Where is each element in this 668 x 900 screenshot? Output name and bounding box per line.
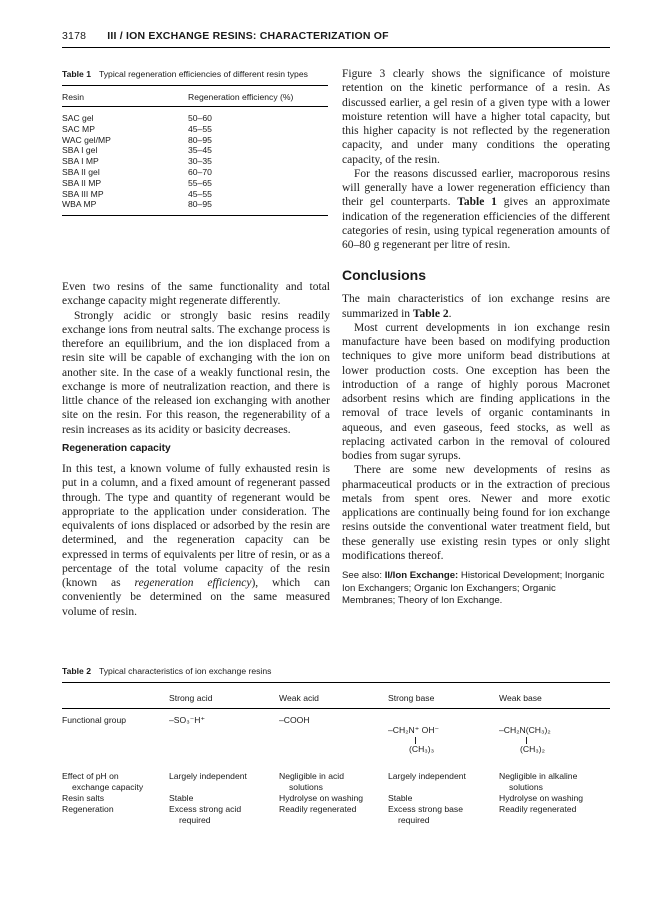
table-1-top-rule <box>62 85 328 86</box>
table-cell: Hydrolyse on washing <box>279 793 364 803</box>
paragraph-developments: Most current developments in ion exchange resin manufacture have been based on modifying production techniques to give more uniform bead distributions at lower production costs. One exception has been the introduction of a range of highly porous Macronet adsorbent resins which are finding applications in the removal of trace levels of organic contaminants in aqueous, and even gaseous, feed stocks, as well as replacing activated carbon in the removal of coloured bodies from sugar syrups. <box>342 321 610 462</box>
resin-cell: SBA I MP <box>62 156 99 167</box>
table-cell: Negligible in alkaline solutions <box>499 771 578 792</box>
table-row <box>62 771 610 793</box>
table-2-header-weak-acid: Weak acid <box>279 693 319 703</box>
right-column <box>342 67 610 608</box>
table-cell: Largely independent <box>169 771 247 781</box>
see-also-links: Historical Development; Inorganic Ion Exchangers; Organic Ion Exchangers; Organic Membranes; Theory of Ion Exchange. <box>342 570 605 607</box>
table-2-header-strong-acid: Strong acid <box>169 693 213 703</box>
resin-cell: SBA III MP <box>62 188 104 199</box>
strong-base-substituent: (CH₃)₃ <box>409 744 435 754</box>
functional-group-label: Functional group <box>62 715 127 725</box>
row-label: Regeneration <box>62 804 114 814</box>
table-row <box>62 793 610 804</box>
see-also <box>342 570 610 608</box>
strong-base-formula: –CH₂N⁺ OH⁻ <box>388 725 440 735</box>
table-2-label: Table 2 <box>62 666 91 676</box>
resin-cell: WBA MP <box>62 199 97 210</box>
running-title: III / ION EXCHANGE RESINS: CHARACTERIZATION OF <box>107 30 389 42</box>
regeneration-capacity-heading: Regeneration capacity <box>62 442 171 454</box>
weak-acid-group: –COOH <box>279 715 310 725</box>
paragraph-moisture-retention: Figure 3 clearly shows the significance of moisture retention on the kinetic performance of a resin. As discussed earlier, a gel resin of a given type with a lower moisture retention will have a higher total capacity, but this higher capacity is not reflected by the regeneration capacity, and under many conditions the operating capacity, of the resin. <box>342 68 610 166</box>
table-row <box>62 145 328 156</box>
table-cell: Negligible in acid solutions <box>279 771 344 792</box>
table-cell: Excess strong acid required <box>169 804 242 825</box>
resin-cell: SAC MP <box>62 123 95 134</box>
efficiency-cell: 55–65 <box>188 177 212 188</box>
table-row <box>62 156 328 167</box>
strong-base-bond <box>415 737 416 744</box>
table-1-ref: Table 1 <box>457 196 497 209</box>
paragraph-summary: The main characteristics of ion exchange resins are summarized in Table 2. <box>342 293 610 320</box>
table-row <box>62 167 328 178</box>
weak-base-substituent: (CH₃)₂ <box>520 744 545 754</box>
table-row <box>62 124 328 135</box>
efficiency-cell: 80–95 <box>188 134 212 145</box>
table-cell: Excess strong base required <box>388 804 463 825</box>
efficiency-cell: 60–70 <box>188 166 212 177</box>
efficiency-cell: 30–35 <box>188 156 212 167</box>
page-number: 3178 <box>62 30 87 42</box>
table-2-caption <box>62 666 610 676</box>
table-1-caption <box>62 69 328 80</box>
efficiency-cell: 45–55 <box>188 123 212 134</box>
table-cell: Largely independent <box>388 771 466 781</box>
paragraph-new-developments: There are some new developments of resins as pharmaceutical products or in the extraction of precious metals from spent ores. Newer and more exotic applications are continually being found for ion exchange resins outside the conventional water treatment field, but these generally use existing resin types or only slight modifications thereof. <box>342 464 610 562</box>
resin-cell: SBA II MP <box>62 177 102 188</box>
table-2-ref: Table 2 <box>412 307 449 320</box>
table-1-body <box>62 107 328 215</box>
table-row <box>62 199 328 210</box>
resin-cell: SBA II gel <box>62 166 100 177</box>
table-1 <box>62 69 328 216</box>
weak-base-group <box>499 715 610 754</box>
table-row <box>62 113 328 124</box>
efficiency-cell: 50–60 <box>188 113 212 123</box>
table-2-caption-text: Typical characteristics of ion exchange resins <box>98 666 272 676</box>
paragraph-same-functionality: Even two resins of the same functionality and total exchange capacity might regenerate differently. <box>62 281 330 308</box>
running-header <box>62 30 389 42</box>
table-2-header-weak-base: Weak base <box>499 693 542 703</box>
strong-base-group <box>388 715 499 754</box>
table-cell: Stable <box>169 793 194 803</box>
row-label: Effect of pH on exchange capacity <box>62 771 144 792</box>
left-column <box>62 280 330 619</box>
table-1-label: Table 1 <box>62 69 91 79</box>
table-row <box>62 189 328 200</box>
table-1-header-row <box>62 89 328 106</box>
table-2-header-strong-base: Strong base <box>388 693 435 703</box>
table-cell: Readily regenerated <box>499 804 577 814</box>
efficiency-cell: 35–45 <box>188 145 212 156</box>
resin-cell: SBA I gel <box>62 145 98 156</box>
see-also-label: See also: <box>342 570 383 581</box>
table-2-row-functional-group <box>62 715 610 771</box>
table-1-header-resin: Resin <box>62 92 84 102</box>
paragraph-strong-resins: Strongly acidic or strongly basic resins readily exchange ions from neutral salts. The exchange process is therefore an equilibrium, and the ion displaced from a resin site will be capable of exchanging with the ion on another site. In the case of a weakly functional resin, the exchange is more of neutralization reaction, and there is little chance of the released ion exchanging with another site on the resin. For this reason, the regenerability of a resin increases as its acidity or basicity decreases. <box>62 309 330 436</box>
table-2-header-row <box>62 689 610 708</box>
table-2-body <box>62 771 610 826</box>
conclusions-heading: Conclusions <box>342 267 427 284</box>
header-rule <box>62 47 610 48</box>
efficiency-cell: 45–55 <box>188 188 212 199</box>
table-2 <box>62 666 610 826</box>
resin-cell: SAC gel <box>62 113 94 123</box>
regeneration-efficiency-term: regeneration efficiency <box>134 577 252 589</box>
see-also-lead: II/Ion Exchange: <box>384 570 459 581</box>
figure-3-ref: Figure 3 <box>342 68 386 80</box>
table-1-caption-text: Typical regeneration efficiencies of different resin types <box>98 69 308 79</box>
table-cell: Stable <box>388 793 413 803</box>
strong-acid-group: –SO₃⁻H⁺ <box>169 715 205 725</box>
weak-base-bond <box>526 737 527 744</box>
table-2-header-rule <box>62 708 610 709</box>
table-2-header-blank <box>62 693 169 703</box>
row-label: Resin salts <box>62 793 105 803</box>
resin-cell: WAC gel/MP <box>62 134 111 145</box>
table-cell: Readily regenerated <box>279 804 357 814</box>
table-1-bottom-rule <box>62 215 328 216</box>
table-2-top-rule <box>62 682 610 683</box>
paragraph-test-method: In this test, a known volume of fully exhausted resin is put in a column, and a fixed amount of regenerant passed through. The type and quantity of regenerant would be appropriate to the application under consideration. The equivalents of ions displaced or adsorbed by the resin are determined, and the regeneration capacity can be expressed in terms of equivalents per litre of resin, or as a percentage of the total volume capacity of the resin (known as regeneration efficiency), which can conveniently be determined on the same measured volume of resin. <box>62 463 331 618</box>
table-1-header-efficiency: Regeneration efficiency (%) <box>188 92 294 102</box>
paragraph-macroporous: For the reasons discussed earlier, macroporous resins will generally have a lower regeneration efficiency than their gel counterparts. Table 1 gives an approximate indication of the regeneration efficiencies of the different categories of resin, using typical regeneration amounts of 60–80 g regenerant per litre of resin. <box>342 167 611 251</box>
table-row <box>62 135 328 146</box>
table-row <box>62 804 610 826</box>
table-row <box>62 178 328 189</box>
table-cell: Hydrolyse on washing <box>499 793 584 803</box>
weak-base-formula: –CH₂N(CH₃)₂ <box>499 725 551 735</box>
efficiency-cell: 80–95 <box>188 199 212 210</box>
